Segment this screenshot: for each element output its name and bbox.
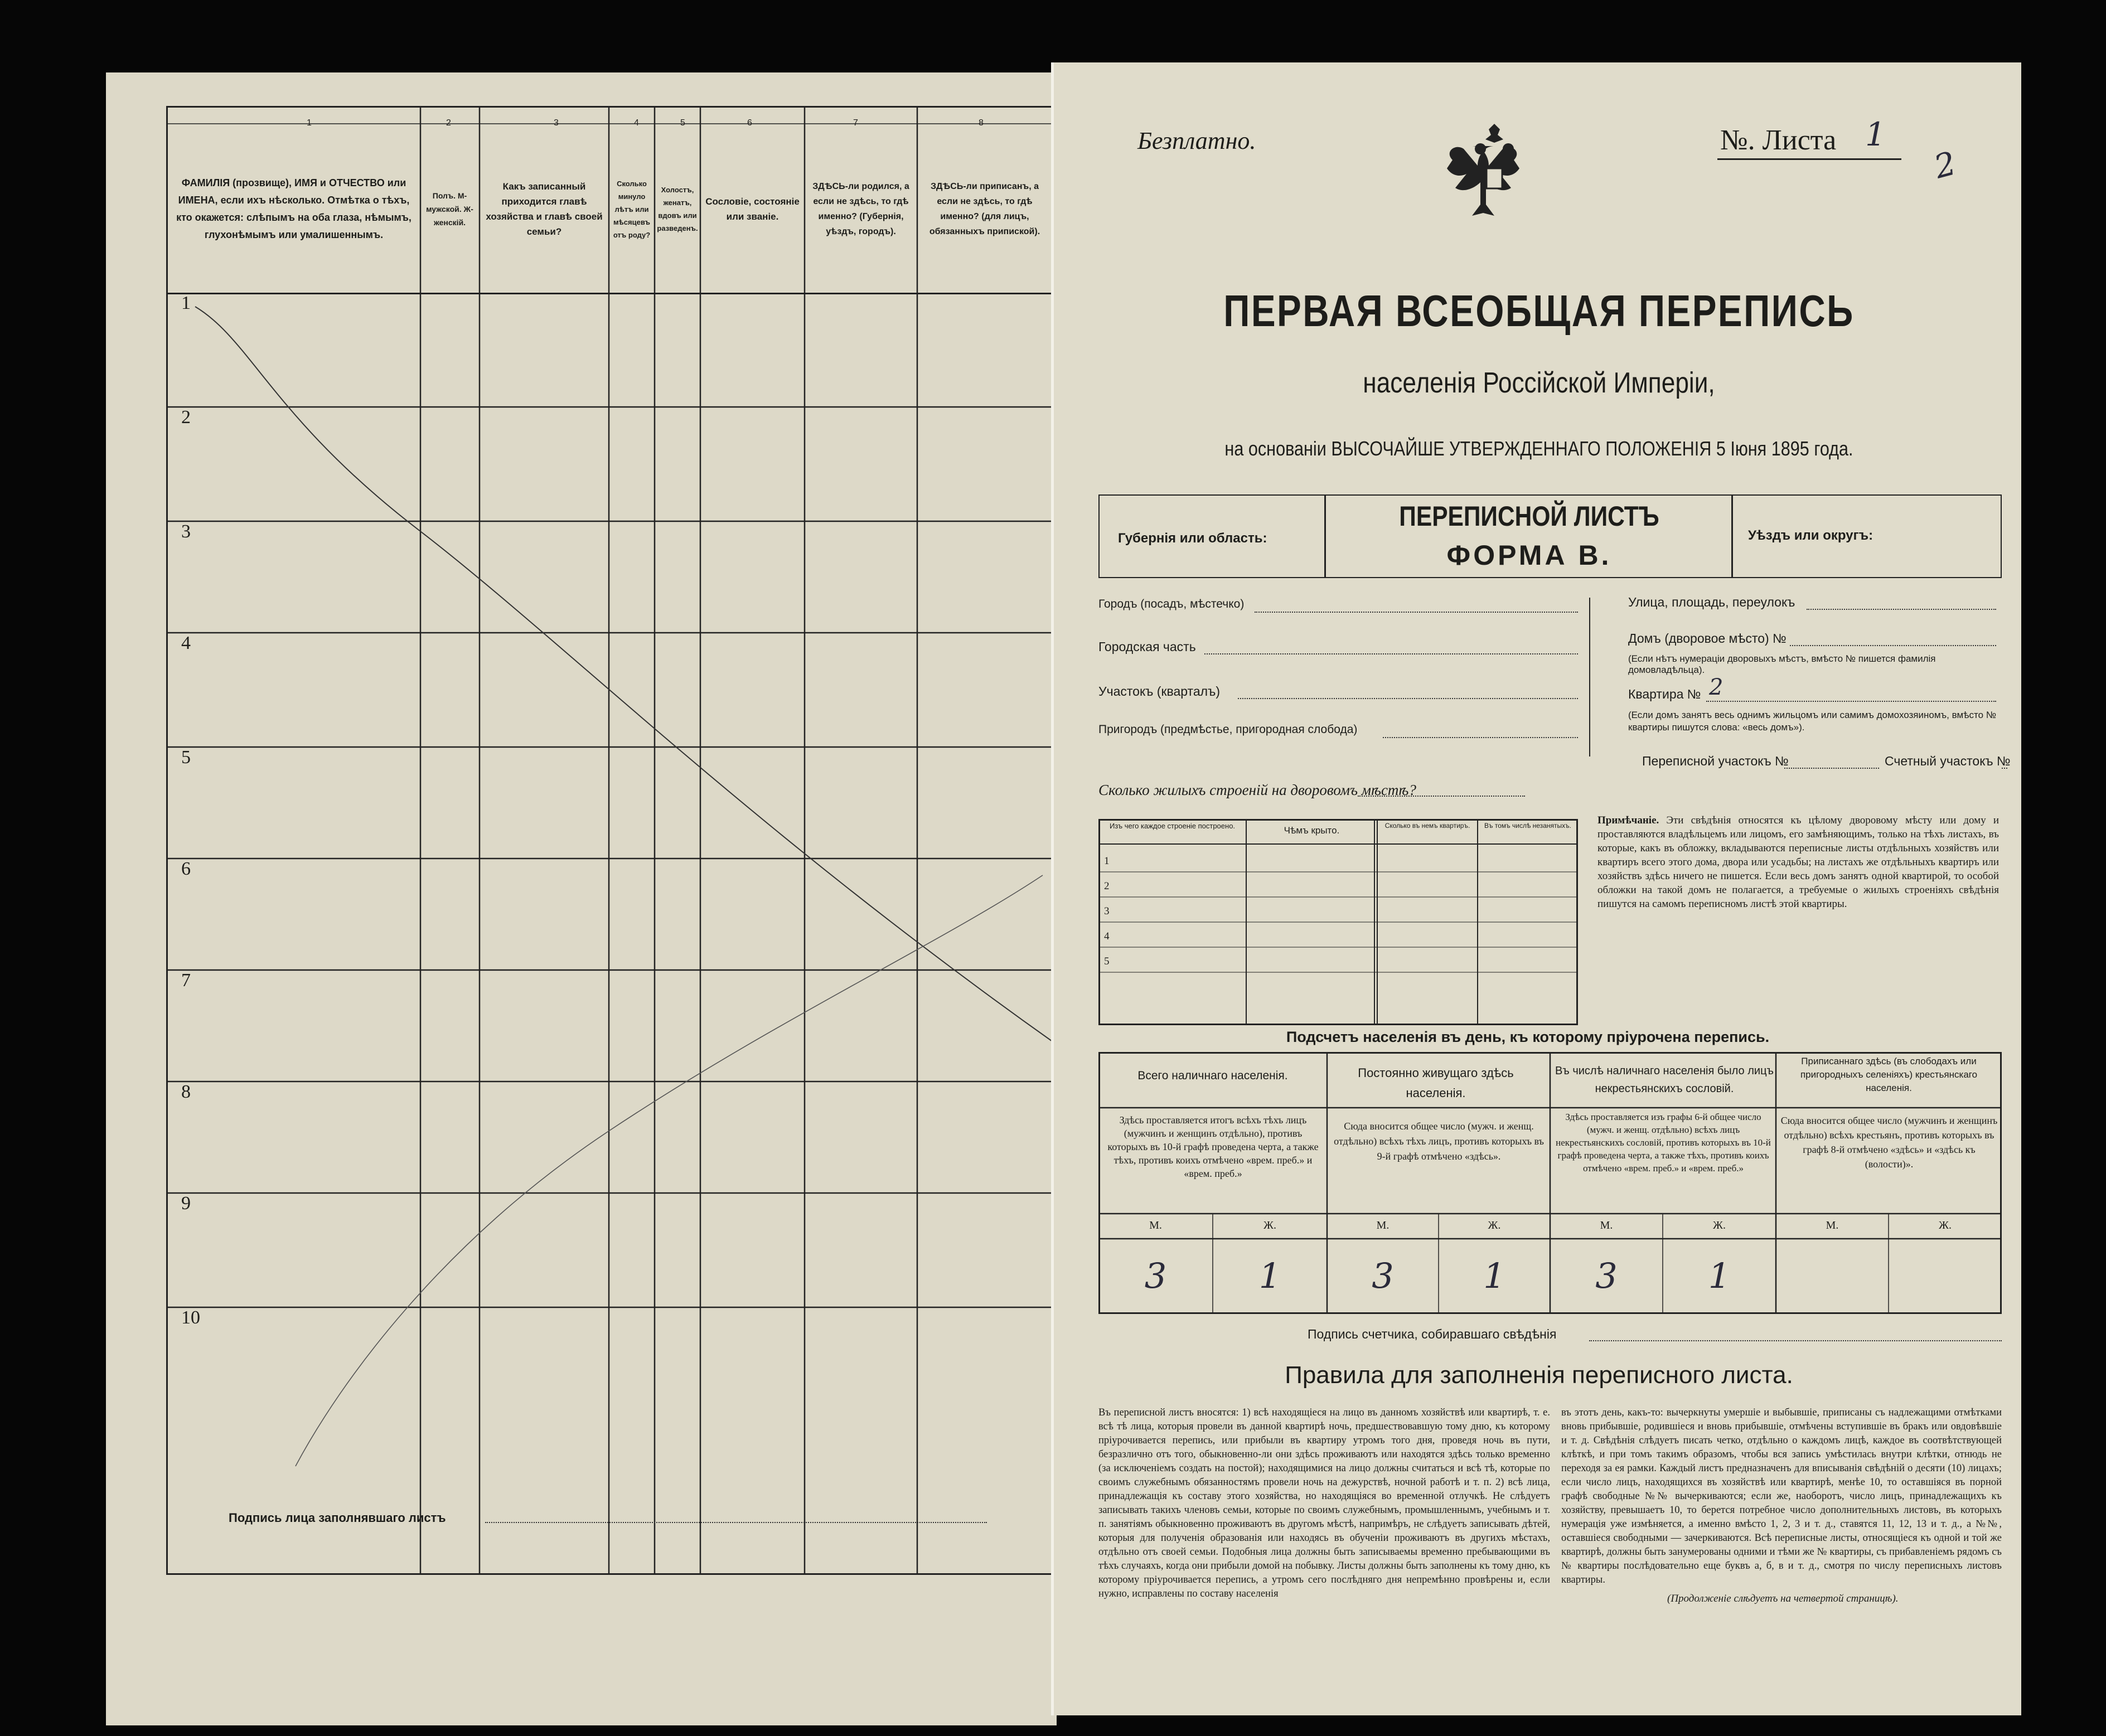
buildings-field[interactable] — [1358, 796, 1525, 797]
note-text: Эти свѣдѣнія относятся къ цѣлому дворовому мѣсту или дому и проставляются владѣльцемъ или лицомъ, его замѣняющимъ, только на тѣхъ листахъ, въ которые, какъ въ обложку, вкладываются переписные листы отдѣльныхъ хозяйствъ или квартиръ всего этого дома, двора или усадьбы; на листахъ же отдѣльныхъ квартиръ или хозяйствъ здѣсь ничего не пишется. Если весь домъ занятъ одной квартирой, то особой обложки на такой домъ не полагается, а требуемые о жилыхъ строеніяхъ свѣдѣнія пишутся на самомъ переписномъ листѣ этой квартиры. — [1597, 814, 2000, 910]
uchastok-field[interactable] — [1238, 698, 1578, 699]
note-block — [1597, 813, 1999, 911]
pop-permanent-f[interactable]: 1 — [1483, 1255, 1505, 1296]
m-label: М. — [1376, 1219, 1390, 1231]
note-title: Примѣчаніе. — [1597, 814, 1659, 826]
pop-total-f[interactable]: 1 — [1258, 1255, 1281, 1296]
pop-nonpeasant-m[interactable]: 3 — [1595, 1255, 1618, 1296]
street-field[interactable] — [1807, 609, 1996, 610]
col-number: 1 — [307, 118, 312, 128]
rules-left: Въ переписной листъ вносятся: 1) всѣ находящіеся на лицо въ данномъ хозяйствѣ или квартирѣ, т. е. всѣ тѣ лица, которыя провели въ данной квартирѣ ночь, предшествовавшую тому дню, къ которому пріурочивается перепись, или прибыли въ квартиру утромъ того дня, проведя ночь въ пути, безразлично отъ того, обыкновенно-ли они здѣсь проживаютъ или находятся здѣсь только временно (за исключеніемъ создать на постой); находящимися на лицо должны считаться и всѣ тѣ, которые по своимъ служебнымъ обязанностямъ провели ночь на дежурствѣ, ночной работѣ и т. п. 2) всѣ лица, принадлежащія къ составу этого хозяйства, но находящіяся во временной отлучкѣ. Не слѣдуетъ записывать такихъ членовъ семьи, которые по своимъ служебнымъ, промышленнымъ, учебнымъ и т. п. занятіямъ обыкновенно проживаютъ въ другомъ мѣстѣ, напримѣръ, не слѣдуетъ записывать дѣтей, которыя для полученія образованія или находясь въ обученіи проживаютъ въ другихъ мѣстахъ, отдѣльно отъ своей семьи. Подобныя лица должны быть записываемы временно пребывающими въ тѣхъ случаяхъ, когда они прибыли домой на побывку. Листы должны быть заполнены къ тому дню, къ которому пріурочивается перепись, а утромъ сего послѣдняго дня непремѣнно провѣрены и, если нужно, исправлены по составу населенія — [1098, 1407, 1550, 1599]
form-letter: ФОРМА В. — [1446, 540, 1612, 571]
bt-row: 4 — [1104, 930, 1110, 942]
bt-row: 3 — [1104, 905, 1110, 917]
f-label: Ж. — [1263, 1219, 1276, 1231]
row-number: 8 — [181, 1082, 191, 1102]
row-number: 10 — [181, 1307, 200, 1328]
prigorod-field[interactable] — [1383, 737, 1578, 738]
bt-header: Изъ чего каждое строеніе построено. — [1109, 822, 1236, 830]
row-number: 5 — [181, 747, 191, 768]
row-number: 4 — [181, 633, 191, 653]
double-headed-eagle-icon — [1444, 124, 1545, 230]
sheet-number-line — [1717, 158, 1901, 160]
m-label: М. — [1149, 1219, 1162, 1231]
header-estate: Сословіе, состояніе или званіе. — [705, 196, 800, 222]
apartment-field[interactable] — [1706, 701, 1996, 702]
free-label: Безплатно. — [1137, 127, 1256, 154]
m-label: М. — [1600, 1219, 1613, 1231]
col-number: 8 — [979, 118, 984, 128]
apartment-value[interactable]: 2 — [1709, 675, 1723, 700]
m-label: М. — [1826, 1219, 1839, 1231]
sheet-number-label: №. Листа — [1720, 124, 1837, 156]
header-registered: ЗДѢСЬ-ли приписанъ, а если не здѣсь, то гдѣ именно? (для лицъ, обязанныхъ припиской). — [929, 182, 1040, 236]
prigorod-label: Пригородъ (предмѣстье, пригородная слобода) — [1098, 723, 1358, 736]
house-field[interactable] — [1790, 645, 1996, 646]
row-number: 1 — [181, 293, 191, 313]
census-title: ПЕРВАЯ ВСЕОБЩАЯ ПЕРЕПИСЬ — [1223, 286, 1855, 336]
buildings-table-grid — [1098, 819, 1578, 1025]
form-title: ПЕРЕПИСНОЙ ЛИСТЪ — [1399, 501, 1659, 532]
continuation-note: (Продолженіе слѣдуетъ на четвертой страницѣ). — [1667, 1593, 1899, 1604]
rules-right: въ этотъ день, какъ-то: вычеркнуты умершіе и выбывшіе, приписаны съ надлежащими отмѣтками вновь прибывшіе, родившіеся и вновь прибывшіе, отмѣчены вступившіе въ бракъ или овдовѣвшіе и т. д. Свѣдѣнія слѣдуетъ писать четко, отдѣльно о каждомъ лицѣ, каждое въ соотвѣтствующей клѣткѣ, и при томъ такимъ образомъ, чтобы вся запись умѣстилась внутри клѣтки, отнюдь не переходя за ея рамки. Каждый листъ предназначенъ для вписыванія свѣдѣній о десяти (10) лицахъ; если число лицъ, находящихся въ хозяйствѣ или квартирѣ, менѣе 10, то оставшіяся въ порной графѣ свободные №№ вычеркиваются; если же, наоборотъ, число лицъ, принадлежащихъ къ хозяйству, превышаетъ 10, то берется потребное число дополнительныхъ листовъ, въ которыхъ нумерація уже измѣняется, а именно вмѣсто 1, 2, 3 и т. д., ставятся 11, 12, 13 и т. д., а №№, оставшіеся свободными — зачеркиваются. Всѣ переписные листы, относящіеся къ одной и той же квартирѣ, должны быть занумерованы одними и тѣми же № квартиры, съ прибавленіемъ рядомъ съ № квартиры послѣдовательно еще буквъ а, б, в и т. д., смотря по числу переписныхъ листовъ квартиры. — [1561, 1407, 2002, 1585]
header-name: ФАМИЛІЯ (прозвище), ИМЯ и ОТЧЕСТВО или ИМЕНА, если ихъ нѣсколько. Отмѣтка о тѣхъ, кто окажется: слѣпымъ на оба глаза, нѣмымъ, глухонѣмымъ или умалишеннымъ. — [176, 177, 411, 240]
sheet-number-value[interactable]: 1 — [1865, 115, 1886, 153]
header-marital: Холостъ, женатъ, вдовъ или разведенъ. — [657, 186, 698, 232]
pop-nonpeasant-f[interactable]: 1 — [1708, 1255, 1731, 1296]
pop-header: Постоянно живущаго здѣсь населенія. — [1358, 1066, 1514, 1100]
pop-desc: Сюда вносится общее число (мужч. и женщ. отдѣльно) всѣхъ тѣхъ лицъ, противъ которыхъ въ 9-й графѣ отмѣчено «здѣсь». — [1334, 1121, 1544, 1162]
bt-row: 1 — [1104, 855, 1110, 867]
col-number: 3 — [554, 118, 559, 128]
pop-header: Приписаннаго здѣсь (въ слободахъ или пригородныхъ селеніяхъ) крестьянскаго населенія. — [1800, 1056, 1978, 1093]
count-district-label: Счетный участокъ № — [1885, 754, 2011, 768]
apartment-label: Квартира № — [1628, 687, 1701, 701]
uchastok-label: Участокъ (кварталъ) — [1098, 684, 1221, 699]
left-page — [106, 72, 1057, 1725]
count-district-field[interactable] — [2002, 768, 2007, 769]
left-table-grid — [106, 72, 1057, 1725]
row-number: 6 — [181, 859, 191, 879]
rules-title: Правила для заполненія переписного листа. — [1285, 1361, 1793, 1389]
count-title: Подсчетъ населенія въ день, къ которому пріурочена перепись. — [1286, 1029, 1770, 1045]
row-number: 2 — [181, 407, 191, 428]
row-number: 3 — [181, 521, 191, 542]
gubernia-label: Губернія или область: — [1118, 531, 1267, 546]
signature-line[interactable] — [485, 1522, 987, 1523]
row-number: 7 — [181, 970, 191, 991]
bt-header: Чѣмъ крыто. — [1284, 825, 1340, 836]
col-number: 4 — [634, 118, 639, 128]
city-part-field[interactable] — [1204, 653, 1578, 654]
counter-sign-field[interactable] — [1589, 1340, 2002, 1341]
census-district-field[interactable] — [1784, 768, 1879, 769]
header-sex: Полъ. М-мужской. Ж-женскій. — [426, 191, 473, 227]
signature-label: Подпись лица заполнявшаго листъ — [229, 1511, 446, 1525]
pop-desc: Сюда вносится общее число (мужчинъ и женщинъ отдѣльно) всѣхъ крестьянъ, противъ которыхъ въ графѣ 8-й отмѣчено «здѣсь» и «здѣсь къ (волости)». — [1780, 1115, 1998, 1170]
bt-header: Сколько въ немъ квартиръ. — [1384, 822, 1470, 830]
header-age: Сколько минуло лѣтъ или мѣсяцевъ отъ роду? — [613, 179, 651, 239]
col-number: 2 — [446, 118, 451, 128]
counter-sign-label: Подпись счетчика, собиравшаго свѣдѣнія — [1308, 1327, 1557, 1341]
right-page — [1051, 62, 2021, 1715]
divider — [1324, 494, 1326, 578]
f-label: Ж. — [1939, 1219, 1952, 1231]
house-label: Домъ (дворовое мѣсто) № — [1628, 631, 1787, 646]
divider — [1731, 494, 1733, 578]
col-number: 7 — [853, 118, 858, 128]
col-number: 5 — [680, 118, 685, 128]
row-number: 9 — [181, 1193, 191, 1214]
pop-permanent-m[interactable]: 3 — [1372, 1255, 1394, 1296]
f-label: Ж. — [1713, 1219, 1726, 1231]
bt-row: 2 — [1104, 880, 1110, 892]
buildings-question: Сколько жилыхъ строеній на дворовомъ мѣстѣ? — [1098, 782, 1416, 798]
apartment-note: (Если домъ занятъ весь однимъ жильцомъ или самимъ домохозяиномъ, вмѣсто № квартиры пишутся слова: «весь домъ»). — [1628, 710, 1997, 733]
pop-desc: Здѣсь проставляется итогъ всѣхъ тѣхъ лицъ (мужчинъ и женщинъ отдѣльно), противъ которыхъ въ 10-й графѣ проведена черта, а также тѣхъ, противъ коихъ отмѣчено «врем. преб.» и «врем. преб.» — [1107, 1114, 1319, 1179]
pop-desc: Здѣсь проставляется изъ графы 6-й общее число (мужч. и женщ. отдѣльно) всѣхъ лицъ некрестьянскихъ сословій, противъ которыхъ въ 10-й графѣ проведена черта, а также тѣхъ, противъ коихъ отмѣчено «врем. преб.» и «врем. преб.» — [1556, 1112, 1771, 1174]
pop-header: Всего наличнаго населенія. — [1137, 1069, 1288, 1082]
header-relation: Какъ записанный приходится главѣ хозяйства и главѣ своей семьи? — [486, 181, 603, 237]
house-note: (Если нѣтъ нумераціи дворовыхъ мѣстъ, вмѣсто № пишется фамилія домовладѣльца). — [1628, 653, 1936, 675]
header-birthplace: ЗДѢСЬ-ли родился, а если не здѣсь, то гдѣ именно? (Губернія, уѣздъ, городъ). — [812, 182, 909, 236]
city-part-label: Городская часть — [1098, 639, 1196, 654]
city-label: Городъ (посадъ, мѣстечко) — [1098, 598, 1245, 610]
divider — [1589, 598, 1590, 757]
bt-row: 5 — [1104, 956, 1110, 967]
street-label: Улица, площадь, переулокъ — [1628, 595, 1795, 609]
census-subtitle: населенія Россійской Имперіи, — [1363, 367, 1715, 399]
census-district-label: Переписной участокъ № — [1642, 754, 1789, 768]
city-field[interactable] — [1255, 612, 1578, 613]
col-number: 6 — [747, 118, 752, 128]
pop-total-m[interactable]: 3 — [1144, 1255, 1167, 1296]
uezd-label: Уѣздъ или округъ: — [1748, 528, 1873, 543]
bt-header: Въ томъ числѣ незанятыхъ. — [1484, 822, 1571, 830]
pop-header: Въ числѣ наличнаго населенія было лицъ некрестьянскихъ сословій. — [1555, 1065, 1774, 1095]
f-label: Ж. — [1488, 1219, 1501, 1231]
sheet-number-corner: 2 — [1930, 144, 1960, 186]
census-basis: на основаніи ВЫСОЧАЙШЕ УТВЕРЖДЕННАГО ПОЛОЖЕНІЯ 5 Іюня 1895 года. — [1224, 437, 1853, 460]
